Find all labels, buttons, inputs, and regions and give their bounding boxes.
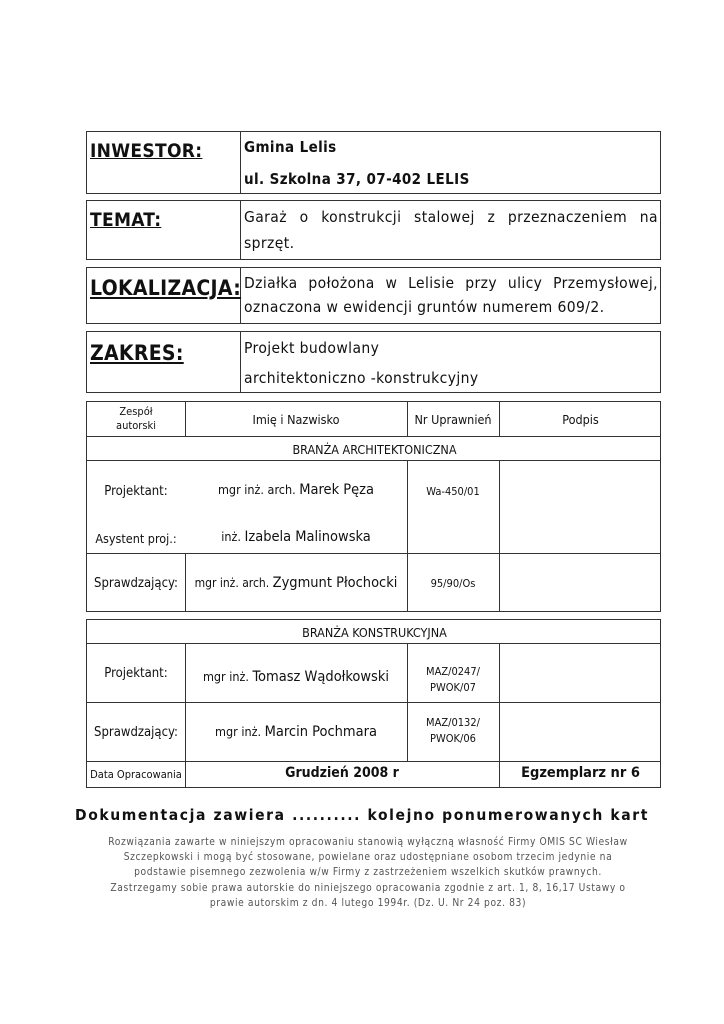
inwestor-name: Gmina Lelis bbox=[244, 138, 337, 156]
col-divider bbox=[499, 460, 500, 611]
header-team-line2: autorski bbox=[116, 419, 156, 432]
arch-checker-role: Sprawdzający: bbox=[94, 576, 178, 591]
row-divider bbox=[87, 436, 660, 437]
row-divider bbox=[87, 460, 660, 461]
temat-line1: Garaż o konstrukcji stalowej z przeznaczeniem na bbox=[244, 208, 658, 226]
row-divider bbox=[87, 643, 660, 644]
konstr-designer-role: Projektant: bbox=[104, 666, 168, 681]
header-signature: Podpis bbox=[562, 412, 599, 427]
konstr-designer-license-line1: MAZ/0247/ bbox=[426, 665, 480, 678]
zakres-line2: architektoniczno -konstrukcyjny bbox=[244, 369, 479, 387]
arch-checker-prefix: mgr inż. arch. bbox=[194, 576, 270, 590]
arch-designer-name-cell bbox=[185, 482, 407, 498]
arch-checker-name: Zygmunt Płochocki bbox=[272, 575, 398, 591]
divider bbox=[240, 132, 241, 193]
header-license: Nr Uprawnień bbox=[414, 412, 492, 427]
konstr-designer-license-line2: PWOK/07 bbox=[430, 681, 476, 694]
arch-designer-role: Projektant: bbox=[104, 484, 168, 499]
arch-checker-name-cell bbox=[185, 575, 407, 591]
inwestor-section bbox=[86, 131, 661, 194]
row-divider bbox=[87, 553, 660, 554]
arch-assistant-role: Asystent proj.: bbox=[95, 531, 177, 546]
lokalizacja-label: LOKALIZACJA: bbox=[90, 276, 242, 300]
konstr-designer-name: Tomasz Wądołkowski bbox=[252, 669, 390, 685]
arch-designer-license: Wa-450/01 bbox=[426, 485, 480, 498]
header-name: Imię i Nazwisko bbox=[252, 412, 340, 427]
divider bbox=[240, 201, 241, 259]
konstr-checker-prefix: mgr inż. bbox=[215, 724, 262, 739]
lokalizacja-line2: oznaczona w ewidencji gruntów numerem 609/2. bbox=[244, 298, 605, 316]
copy-number: Egzemplarz nr 6 bbox=[521, 765, 640, 781]
copyright-disclaimer bbox=[88, 835, 648, 911]
lokalizacja-section bbox=[86, 267, 661, 324]
header-team-line1: Zespół bbox=[119, 405, 153, 418]
date-value: Grudzień 2008 r bbox=[285, 765, 399, 781]
temat-label: TEMAT: bbox=[90, 209, 162, 231]
konstr-checker-name: Marcin Pochmara bbox=[264, 724, 377, 740]
konstr-designer-license bbox=[407, 664, 499, 696]
konstr-checker-license-line1: MAZ/0132/ bbox=[426, 716, 480, 729]
date-label: Data Opracowania bbox=[90, 768, 182, 781]
konstr-checker-license bbox=[407, 715, 499, 747]
arch-designer-name: Marek Pęza bbox=[299, 482, 375, 498]
konstr-designer-prefix: mgr inż. bbox=[202, 669, 249, 684]
arch-section-title: BRANŻA ARCHITEKTONICZNA bbox=[292, 442, 457, 457]
arch-table bbox=[86, 401, 661, 612]
konstr-table bbox=[86, 619, 661, 788]
temat-line2: sprzęt. bbox=[244, 234, 295, 252]
inwestor-address: ul. Szkolna 37, 07-402 LELIS bbox=[244, 170, 470, 188]
arch-assistant-name: Izabela Malinowska bbox=[244, 529, 371, 545]
disclaimer-line: podstawie pisemnego zezwolenia w/w Firmy z zastrzeżeniem wszelkich skutków prawnych. bbox=[134, 867, 602, 879]
arch-designer-prefix: mgr inż. arch. bbox=[217, 482, 296, 497]
konstr-checker-name-cell bbox=[185, 724, 407, 740]
header-team bbox=[87, 405, 185, 433]
zakres-section bbox=[86, 331, 661, 393]
disclaimer-line: Szczepkowski i mogą być stosowane, powielane oraz udostępniane osobom trzecim jedynie na bbox=[123, 852, 613, 864]
zakres-label: ZAKRES: bbox=[90, 341, 184, 365]
inwestor-label: INWESTOR: bbox=[90, 140, 203, 162]
arch-checker-license: 95/90/Os bbox=[430, 577, 476, 590]
disclaimer-line: prawie autorskim z dn. 4 lutego 1994r. (Dz. U. Nr 24 poz. 83) bbox=[209, 897, 527, 909]
disclaimer-line: Rozwiązania zawarte w niniejszym opracowaniu stanowią wyłączną własność Firmy OMIS SC Wiesław bbox=[108, 837, 628, 848]
konstr-section-title: BRANŻA KONSTRUKCYJNA bbox=[302, 625, 447, 640]
arch-assistant-prefix: inż. bbox=[221, 529, 241, 544]
zakres-line1: Projekt budowlany bbox=[244, 339, 380, 357]
disclaimer-line: Zastrzegamy sobie prawa autorskie do niniejszego opracowania zgodnie z art. 1, 8, 16,17 Ustawy o bbox=[110, 882, 626, 894]
konstr-designer-name-cell bbox=[185, 669, 407, 685]
konstr-checker-license-line2: PWOK/06 bbox=[430, 732, 476, 745]
row-divider bbox=[87, 761, 660, 762]
document-count-note: Dokumentacja zawiera .......... kolejno ponumerowanych kart bbox=[75, 806, 649, 824]
divider bbox=[240, 332, 241, 392]
lokalizacja-line1: Działka położona w Lelisie przy ulicy Przemysłowej, bbox=[244, 274, 658, 292]
row-divider bbox=[87, 702, 660, 703]
konstr-checker-role: Sprawdzający: bbox=[94, 725, 178, 740]
arch-assistant-name-cell bbox=[185, 529, 407, 545]
temat-section bbox=[86, 200, 661, 260]
